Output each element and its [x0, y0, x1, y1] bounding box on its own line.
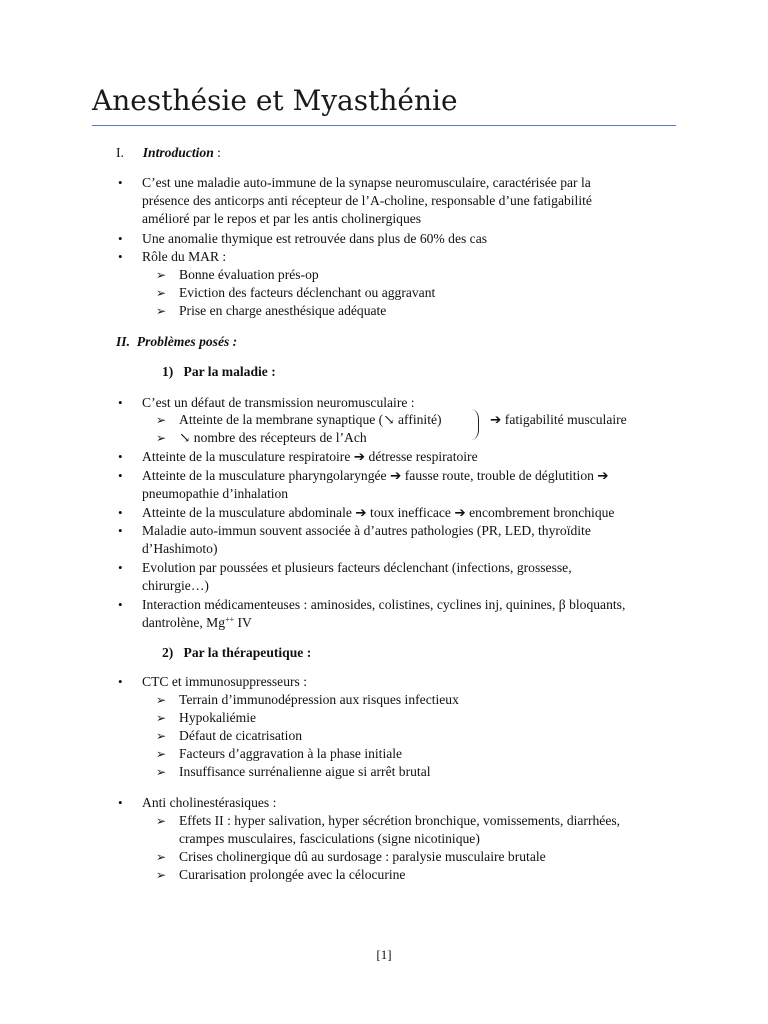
- section-1-title: Introduction: [142, 145, 214, 160]
- disease-bullet: Atteinte de la musculature abdominale ➔ toux inefficace ➔ encombrement bronchique: [142, 505, 615, 520]
- disease-item: Atteinte de la membrane synaptique (↘ affinité): [179, 412, 442, 427]
- disease-bullet: Evolution par poussées et plusieurs facteurs déclenchant (infections, grossesse,: [142, 560, 572, 575]
- arrow-bullet-icon: ➢: [156, 711, 167, 725]
- ctc-label: CTC et immunosuppresseurs :: [142, 674, 308, 689]
- disease-bullet: Atteinte de la musculature respiratoire ➔ détresse respiratoire: [142, 449, 478, 464]
- arrow-bullet-icon: ➢: [156, 286, 167, 300]
- intro-line: Une anomalie thymique est retrouvée dans plus de 60% des cas: [142, 231, 488, 246]
- dantrolene-text: dantrolène, Mg: [142, 615, 226, 630]
- ctc-item: Facteurs d’aggravation à la phase initiale: [179, 746, 403, 761]
- bullet-icon: •: [118, 597, 123, 612]
- title-underline: [92, 125, 676, 126]
- intro-line: présence des anticorps anti récepteur de l’A-choline, responsable d’une fatigabilité: [142, 193, 592, 208]
- right-brace: [470, 409, 479, 440]
- intro-line: amélioré par le repos et par les antis cholinergiques: [142, 211, 422, 226]
- arrow-bullet-icon: ➢: [156, 765, 167, 779]
- anti-item: Effets II : hyper salivation, hyper sécrétion bronchique, vomissements, diarrhées,: [179, 813, 621, 828]
- anti-label: Anti cholinestérasiques :: [142, 795, 277, 810]
- disease-bullet: chirurgie…): [142, 578, 209, 593]
- anti-item: crampes musculaires, fasciculations (signe nicotinique): [179, 831, 480, 846]
- superscript: ++: [225, 615, 235, 624]
- bullet-icon: •: [118, 674, 123, 689]
- arrow-bullet-icon: ➢: [156, 268, 167, 282]
- bullet-icon: •: [118, 231, 123, 246]
- document-title: Anesthésie et Myasthénie: [92, 84, 458, 117]
- section-2-heading: II. Problèmes posés :: [116, 334, 238, 349]
- subsection-2-heading: 2) Par la thérapeutique :: [162, 645, 312, 660]
- disease-bullet: pneumopathie d’inhalation: [142, 486, 289, 501]
- mar-item: Prise en charge anesthésique adéquate: [179, 303, 387, 318]
- mar-item: Bonne évaluation prés-op: [179, 267, 319, 282]
- mar-item: Eviction des facteurs déclenchant ou aggravant: [179, 285, 436, 300]
- bullet-icon: •: [118, 505, 123, 520]
- disease-bullet: [142, 614, 252, 632]
- arrow-bullet-icon: ➢: [156, 693, 167, 707]
- ctc-item: Hypokaliémie: [179, 710, 257, 725]
- bullet-icon: •: [118, 560, 123, 575]
- arrow-bullet-icon: ➢: [156, 850, 167, 864]
- section-1-heading: [116, 144, 221, 162]
- bullet-icon: •: [118, 395, 123, 410]
- disease-bullet: Interaction médicamenteuses : aminosides, colistines, cyclines inj, quinines, β bloquants,: [142, 597, 626, 612]
- bullet-icon: •: [118, 523, 123, 538]
- anti-item: Curarisation prolongée avec la célocurine: [179, 867, 406, 882]
- section-1-colon: :: [213, 145, 221, 160]
- intro-line: C’est une maladie auto-immune de la synapse neuromusculaire, caractérisée par la: [142, 175, 591, 190]
- subsection-1-heading: 1) Par la maladie :: [162, 364, 276, 379]
- iv-text: IV: [234, 615, 252, 630]
- bullet-icon: •: [118, 175, 123, 190]
- bullet-icon: •: [118, 795, 123, 810]
- ctc-item: Défaut de cicatrisation: [179, 728, 303, 743]
- arrow-bullet-icon: ➢: [156, 729, 167, 743]
- ctc-item: Terrain d’immunodépression aux risques infectieux: [179, 692, 459, 707]
- ctc-item: Insuffisance surrénalienne aigue si arrêt brutal: [179, 764, 431, 779]
- arrow-bullet-icon: ➢: [156, 304, 167, 318]
- fatigue-result: ➔ fatigabilité musculaire: [490, 412, 627, 427]
- disease-bullet: Maladie auto-immun souvent associée à d’autres pathologies (PR, LED, thyroïdite: [142, 523, 591, 538]
- arrow-bullet-icon: ➢: [156, 814, 167, 828]
- section-1-number: I.: [116, 145, 124, 160]
- arrow-bullet-icon: ➢: [156, 431, 167, 445]
- disease-bullet: Atteinte de la musculature pharyngolaryngée ➔ fausse route, trouble de déglutition ➔: [142, 468, 609, 483]
- bullet-icon: •: [118, 468, 123, 483]
- intro-line: Rôle du MAR :: [142, 249, 227, 264]
- disease-intro: C’est un défaut de transmission neuromusculaire :: [142, 395, 415, 410]
- bullet-icon: •: [118, 249, 123, 264]
- disease-bullet: d’Hashimoto): [142, 541, 218, 556]
- anti-item: Crises cholinergique dû au surdosage : paralysie musculaire brutale: [179, 849, 546, 864]
- page-number: [1]: [376, 947, 392, 962]
- arrow-bullet-icon: ➢: [156, 413, 167, 427]
- bullet-icon: •: [118, 449, 123, 464]
- disease-item: ↘ nombre des récepteurs de l’Ach: [179, 430, 367, 445]
- arrow-bullet-icon: ➢: [156, 747, 167, 761]
- arrow-bullet-icon: ➢: [156, 868, 167, 882]
